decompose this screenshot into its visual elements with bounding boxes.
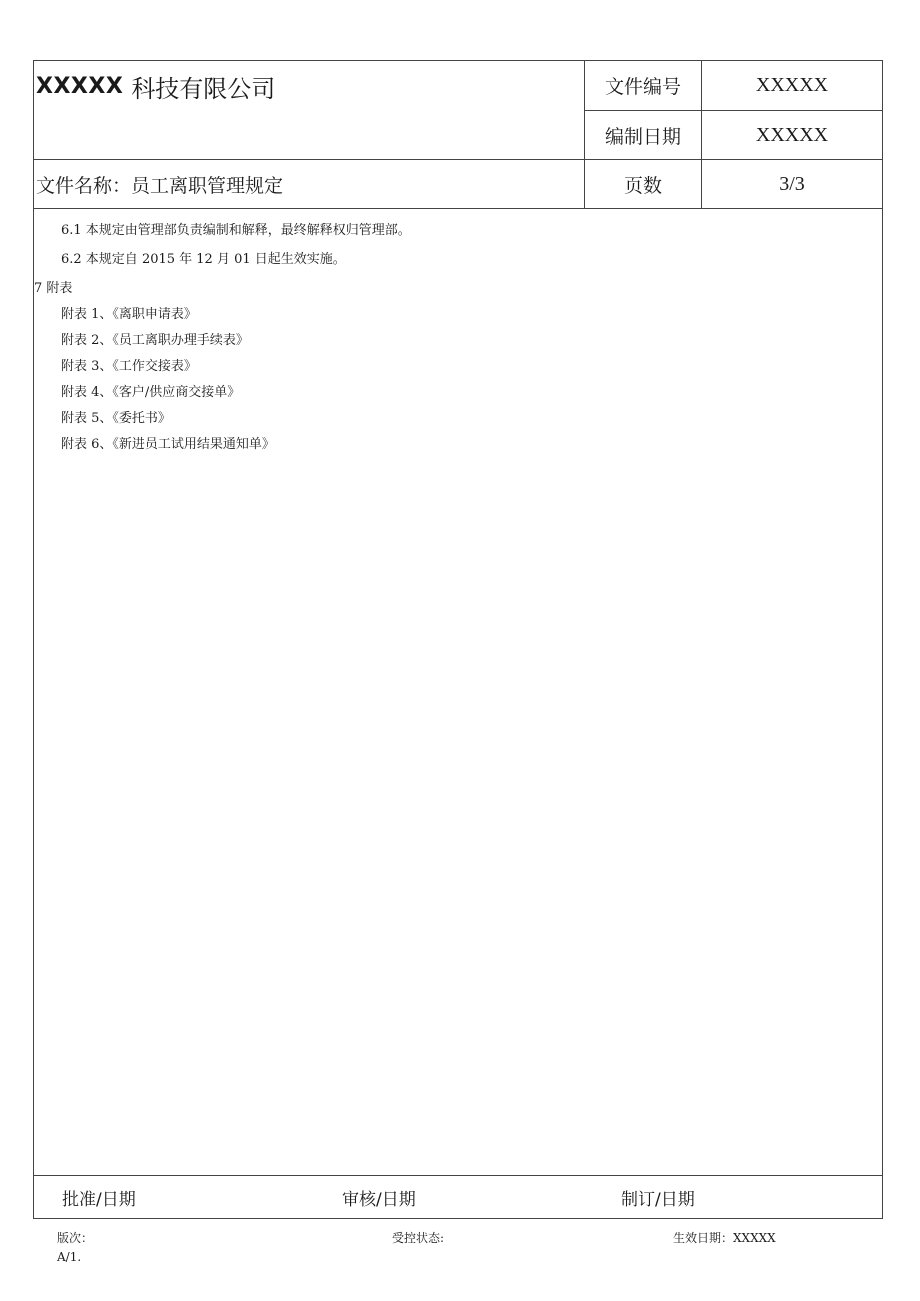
version-value: A/1.	[57, 1250, 82, 1264]
pages-value: 3/3	[779, 172, 805, 195]
company-name-rest: 科技有限公司	[131, 74, 276, 103]
document-frame	[33, 60, 883, 1219]
signature-top-border	[34, 1175, 882, 1176]
doc-number-label: 文件编号	[604, 76, 681, 98]
effective-date: 生效日期：XXXXX	[673, 1231, 776, 1245]
compile-date-value: XXXXX	[755, 123, 829, 146]
attachment-item: 附表 3、《工作交接表》	[61, 359, 197, 374]
attachment-item: 附表 1、《离职申请表》	[61, 307, 197, 322]
review-signature: 审核/日期	[342, 1190, 416, 1210]
approve-signature: 批准/日期	[62, 1190, 136, 1210]
attachment-item: 附表 5、《委托书》	[61, 411, 171, 426]
compile-date-label: 编制日期	[604, 125, 681, 148]
prepare-signature: 制订/日期	[621, 1190, 695, 1210]
version-label: 版次：	[57, 1231, 94, 1245]
clause-6-2: 6.2 本规定自 2015 年 12 月 01 日起生效实施。	[61, 252, 346, 267]
document-name: 文件名称：员工离职管理规定	[36, 175, 284, 197]
company-name-bold: XXXXX	[36, 73, 124, 99]
attachment-item: 附表 4、《客户/供应商交接单》	[61, 385, 241, 400]
doc-number-value: XXXXX	[755, 74, 829, 96]
clause-6-1: 6.1 本规定由管理部负责编制和解释，最终解释权归管理部。	[61, 223, 411, 238]
pages-label: 页数	[623, 174, 662, 197]
control-status: 受控状态:	[392, 1231, 445, 1245]
attachment-item: 附表 6、《新进员工试用结果通知单》	[61, 437, 275, 452]
attachment-item: 附表 2、《员工离职办理手续表》	[61, 333, 249, 348]
company-name	[34, 61, 584, 111]
section-7-heading: 7 附表	[34, 281, 73, 296]
